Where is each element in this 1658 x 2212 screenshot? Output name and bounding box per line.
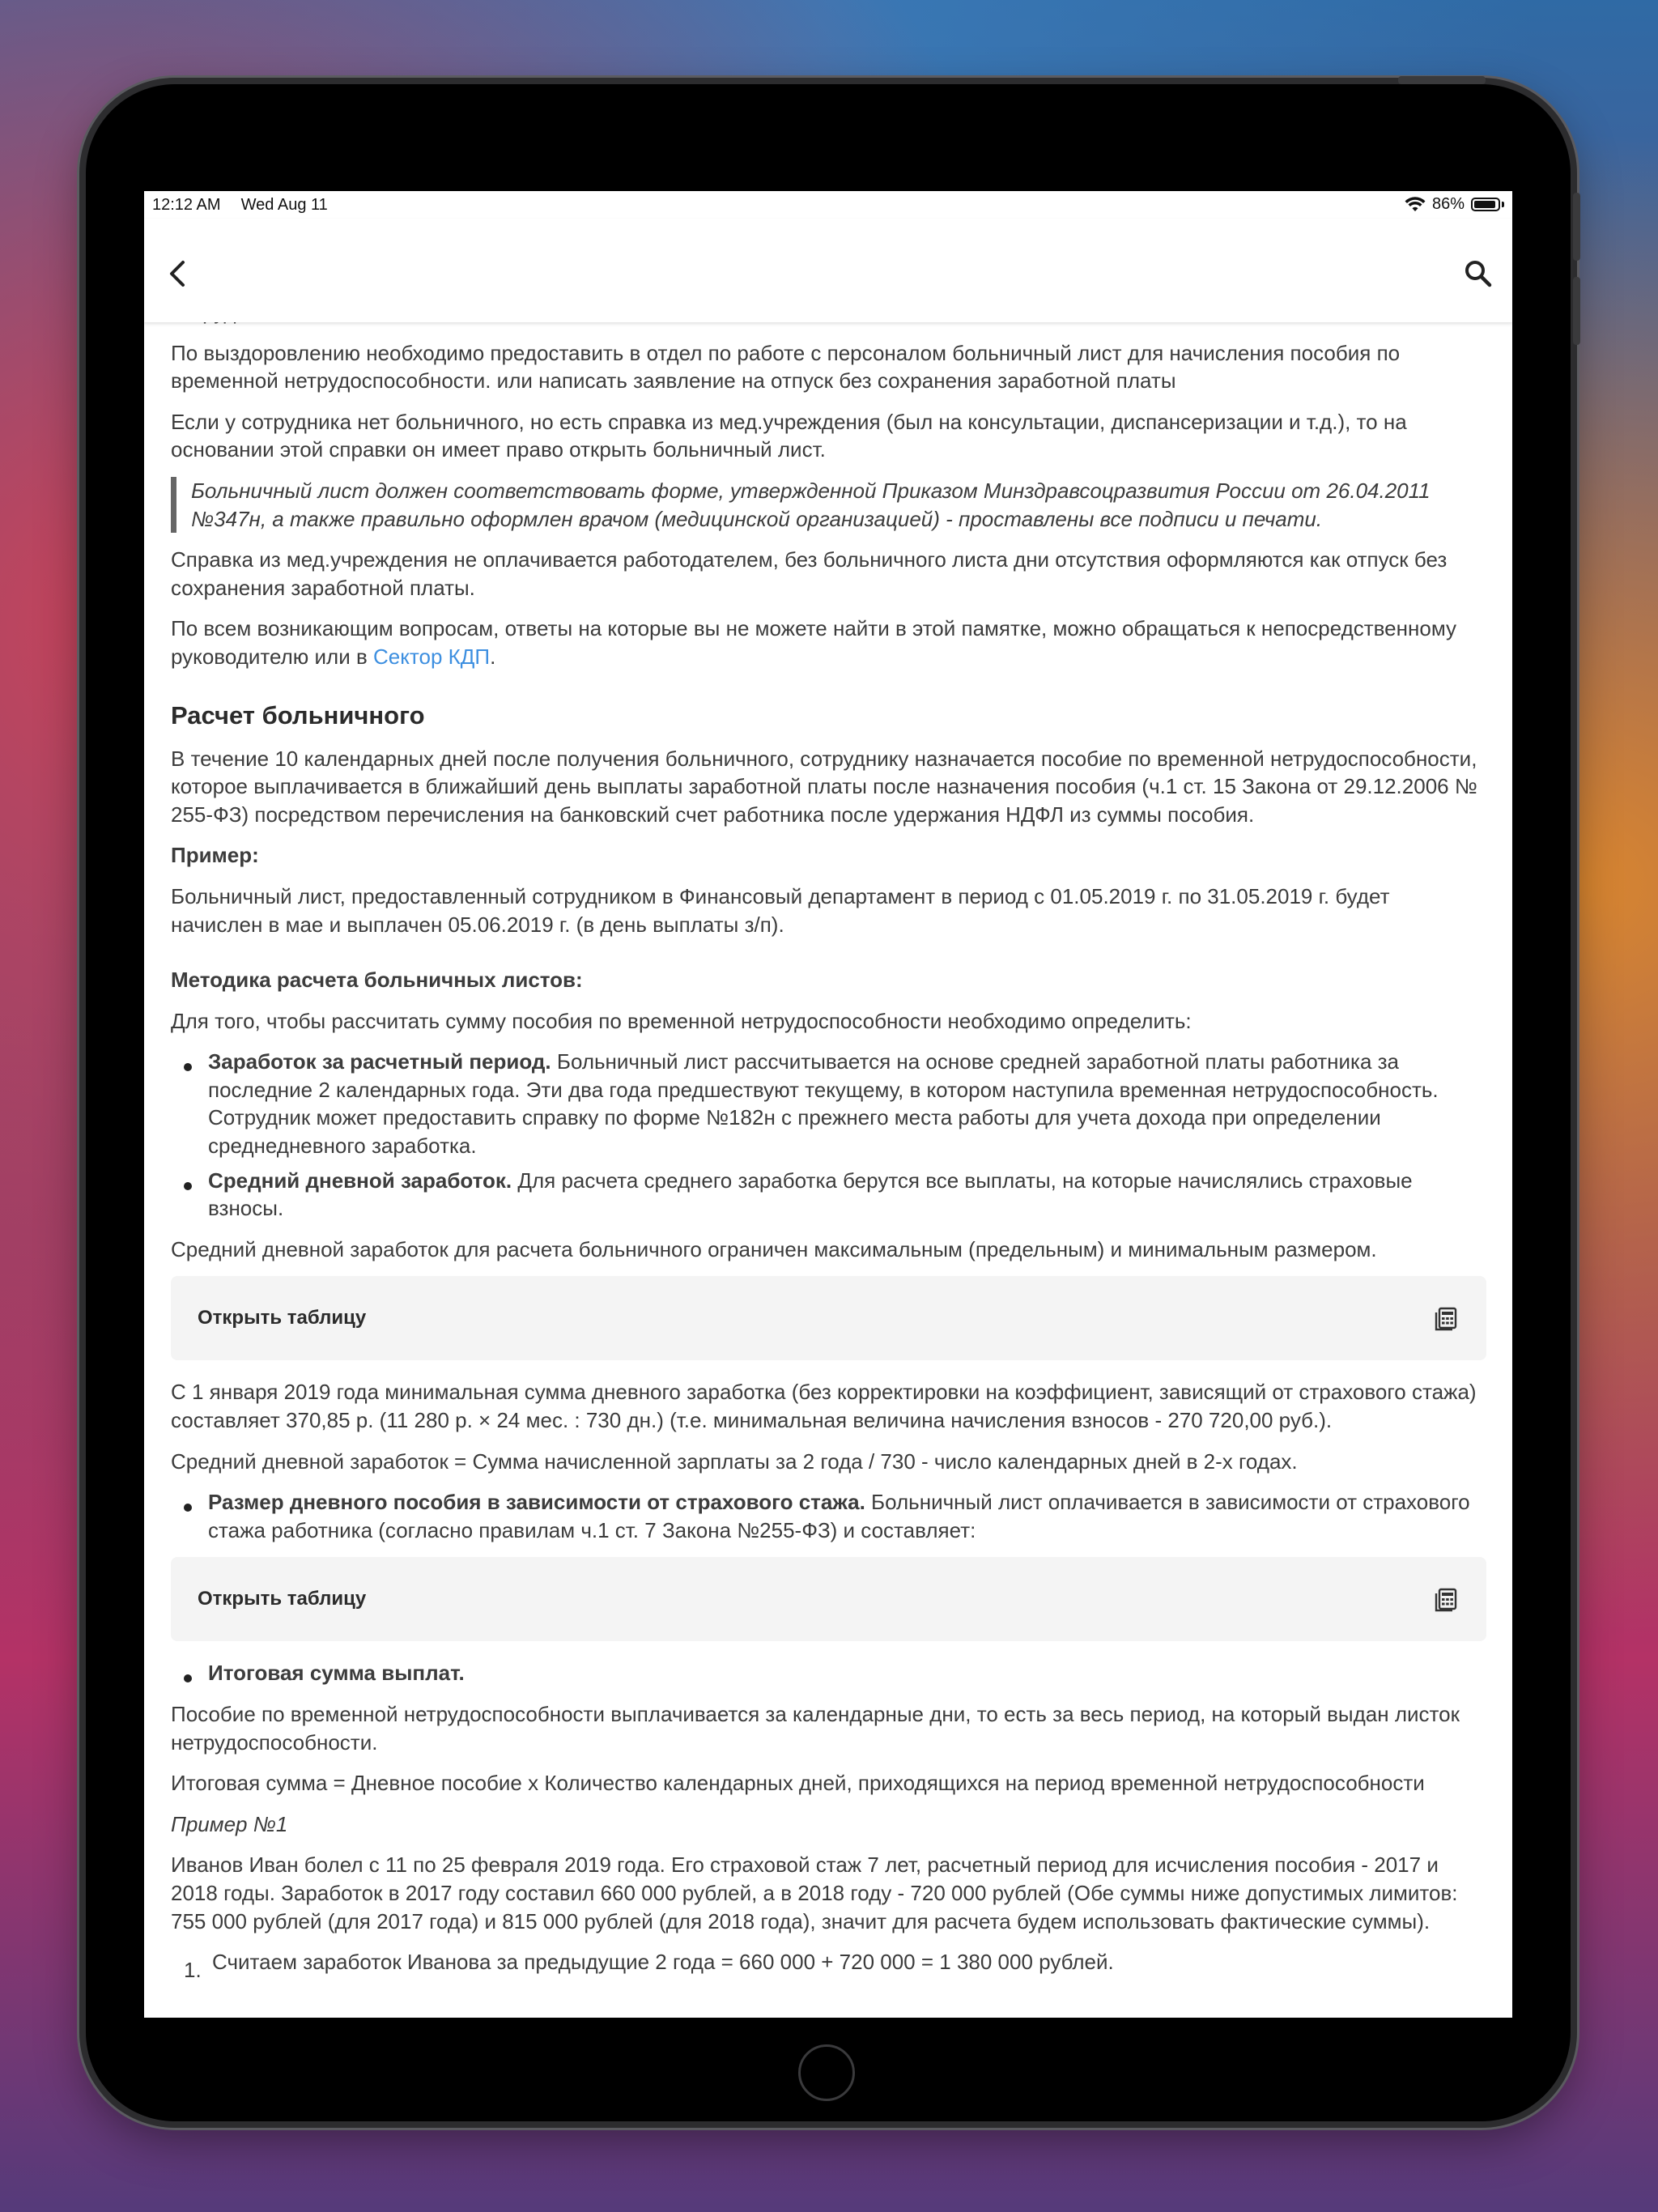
home-button[interactable] [798, 2044, 855, 2101]
allowance-bullets [171, 1488, 1486, 1544]
method-bullets [171, 1048, 1486, 1223]
battery-tip [1502, 202, 1504, 207]
bullet-dot [184, 1674, 192, 1682]
total-formula: Итоговая сумма = Дневное пособие х Количество календарных дней, приходящихся на период временной нетрудоспособности [171, 1771, 1425, 1796]
paragraph-recovery: По выздоровлению необходимо предоставить в отдел по работе с персоналом больничный лист для начисления пособия по временной нетрудоспособности. или написать заявление на отпуск без сохранения заработной платы [171, 340, 1401, 393]
bullet-title: Размер дневного пособия в зависимости от страхового стажа. [208, 1490, 865, 1515]
example-text: Больничный лист, предоставленный сотрудником в Финансовый департамент в период с 01.05.2019 г. по 31.05.2019 г. будет начислен в мае и выплачен 05.06.2019 г. (в день выплаты з/п). [171, 883, 1390, 937]
example1-title: Пример №1 [171, 1811, 288, 1836]
section-title: Расчет больничного [171, 700, 425, 730]
example1-text: Иванов Иван болел с 11 по 25 февраля 2019 года. Его страховой стаж 7 лет, расчетный период для исчисления пособия - 2017 и 2018 годы. Заработок в 2017 году составил 660 000 рублей, а в 2018 году - 720 000 рублей (Обе суммы ниже допустимых лимитов: 755 000 рублей (для 2017 года) и 815 000 рублей (для 2018 года), значит для расчета будем использовать фактические суммы). [171, 1853, 1458, 1933]
bullet-dot [184, 1182, 192, 1190]
contacts-text: По всем возникающим вопросам, ответы на которые вы не можете найти в этой памятке, можно обращаться к непосредственному руководителю или в [171, 616, 1456, 669]
wifi-icon [1405, 197, 1426, 213]
section-intro: В течение 10 календарных дней после получения больничного, сотруднику назначается пособие по временной нетрудоспособности, которое выплачивается в ближайший день выплаты заработной платы после назначения пособия (ч.1 ст. 15 Закона от 29.12.2006 № 255-ФЗ) посредством перечисления на банковский счет работника после удержания НДФЛ из суммы пособия. [171, 746, 1477, 827]
example-label: Пример: [171, 843, 259, 868]
paragraph-contacts [171, 615, 1486, 670]
list-item [171, 1167, 1486, 1223]
status-left [152, 196, 328, 215]
bullet-text: Для расчета среднего заработка берутся все выплаты, на которые начислялись страховые взносы. [208, 1168, 1413, 1221]
bullet-dot [184, 1063, 192, 1071]
blockquote-note: Больничный лист должен соответствовать форме, утвержденной Приказом Минздравсоцразвития России от 26.04.2011 №347н, а также правильно оформлен врачом (медицинской организацией) - проставлены все подписи и печати. [171, 477, 1486, 533]
bullet-title: Заработок за расчетный период. [208, 1049, 551, 1074]
table-icon [1433, 1305, 1459, 1331]
payout-text: Пособие по временной нетрудоспособности выплачивается за календарные дни, то есть за весь период, на который выдан листок нетрудоспособности. [171, 1702, 1460, 1755]
minimum-text: С 1 января 2019 года минимальная сумма дневного заработка (без корректировки на коэффициент, зависящий от страхового стажа) составляет 370,85 р. (11 280 р. × 24 мес. : 730 дн.) (т.е. минимальная величина начисления взносов - 270 720,00 руб.). [171, 1380, 1477, 1433]
battery-icon [1471, 198, 1500, 211]
status-time: 12:12 AM [152, 196, 221, 214]
volume-down-button [1573, 277, 1580, 345]
kdp-sector-link[interactable]: Сектор КДП [372, 644, 491, 669]
article-content [171, 298, 1486, 1983]
step-text: Считаем заработок Иванова за предыдущие 2 года = 660 000 + 720 000 = 1 380 000 рублей. [212, 1950, 1114, 1975]
list-item [171, 1948, 1486, 1983]
contacts-end: . [490, 644, 496, 669]
screen [144, 191, 1512, 2018]
paragraph-unpaid: Справка из мед.учреждения не оплачивается работодателем, без больничного листа дни отсутствия оформляются как отпуск без сохранения заработной платы. [171, 547, 1448, 600]
calculation-steps [171, 1948, 1486, 1983]
list-item [171, 1048, 1486, 1159]
bullet-title: Средний дневной заработок. [208, 1168, 512, 1193]
open-table-button-2[interactable] [171, 1557, 1486, 1641]
paragraph-certificate: Если у сотрудника нет больничного, но есть справка из мед.учреждения (был на консультации, диспансеризации и т.д.), то на основании этой справки он имеет право открыть больничный лист. [171, 409, 1407, 462]
open-table-label: Открыть таблицу [198, 1307, 367, 1329]
top-button [1398, 76, 1486, 84]
bullet-text: Больничный лист оплачивается в зависимости от страхового стажа работника (согласно правилам ч.1 ст. 7 Закона №255-ФЗ) и составляет: [208, 1490, 1470, 1542]
limit-text: Средний дневной заработок для расчета больничного ограничен максимальным (предельным) и минимальным размером. [171, 1236, 1377, 1261]
total-bullets [171, 1659, 1486, 1687]
volume-up-button [1573, 193, 1580, 261]
step-number: 1. [184, 1958, 202, 1983]
bullet-text: Больничный лист рассчитывается на основе средней заработной платы работника за последние 2 календарных года. Эти два года предшествуют текущему, в котором наступила временная нетрудоспособность. Сотрудник может предоставить справку по форме №182н с прежнего места работы для учета дохода при определении среднедневного заработка. [208, 1049, 1439, 1159]
search-icon[interactable] [1462, 257, 1494, 290]
bullet-dot [184, 1504, 192, 1512]
bullet-title: Итоговая сумма выплат. [208, 1661, 465, 1686]
method-intro: Для того, чтобы рассчитать сумму пособия по временной нетрудоспособности необходимо определить: [171, 1008, 1192, 1033]
back-chevron-icon[interactable] [162, 257, 194, 290]
status-right [1405, 195, 1504, 214]
open-table-label: Открыть таблицу [198, 1588, 367, 1610]
status-date: Wed Aug 11 [240, 196, 328, 214]
open-table-button-1[interactable] [171, 1276, 1486, 1360]
list-item [171, 1488, 1486, 1544]
navigation-bar [144, 219, 1512, 322]
table-icon [1433, 1586, 1459, 1612]
battery-percent: 86% [1431, 195, 1465, 213]
formula-text: Средний дневной заработок = Сумма начисленной зарплаты за 2 года / 730 - число календарных дней в 2-х годах. [171, 1448, 1298, 1474]
status-bar [144, 191, 1512, 219]
list-item [171, 1659, 1486, 1687]
method-title: Методика расчета больничных листов: [171, 968, 583, 993]
